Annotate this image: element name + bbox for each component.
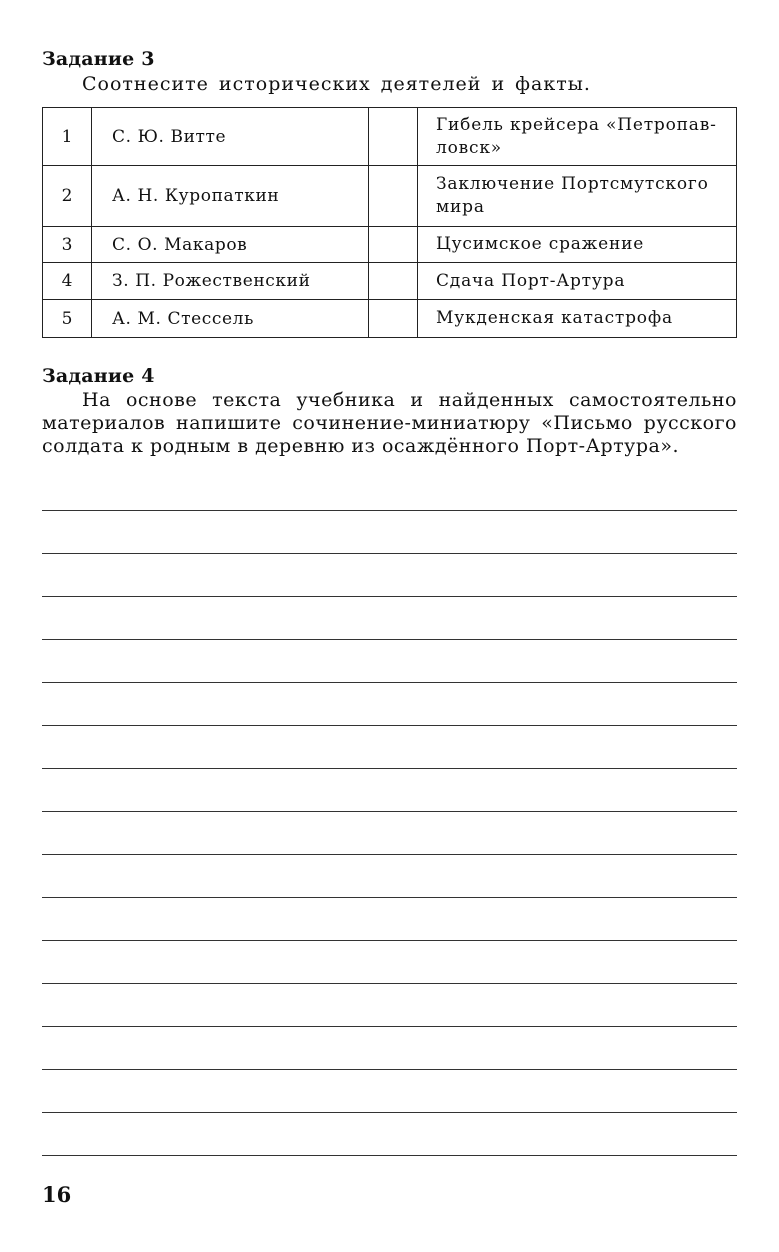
- answer-cell[interactable]: [369, 227, 418, 263]
- answer-cell[interactable]: [369, 108, 418, 166]
- task3-instruction: Соотнесите исторических деятелей и факты.: [82, 73, 591, 95]
- task4-title: Задание 4: [42, 365, 155, 387]
- row-number: 3: [43, 227, 92, 263]
- task4-instruction: [42, 389, 737, 458]
- answer-cell[interactable]: [369, 300, 418, 338]
- person-cell: А. М. Стессель: [92, 300, 369, 338]
- page-number: 16: [42, 1182, 72, 1207]
- writing-line[interactable]: [42, 1112, 737, 1113]
- fact-cell: Гибель крейсера «Петропав-ловск»: [418, 108, 737, 166]
- person-cell: С. О. Макаров: [92, 227, 369, 263]
- answer-cell[interactable]: [369, 166, 418, 227]
- writing-line[interactable]: [42, 725, 737, 726]
- task3-title: Задание 3: [42, 48, 155, 70]
- writing-line[interactable]: [42, 1155, 737, 1156]
- person-cell: С. Ю. Витте: [92, 108, 369, 166]
- writing-line[interactable]: [42, 553, 737, 554]
- table-row: [43, 263, 737, 300]
- writing-line[interactable]: [42, 596, 737, 597]
- writing-line[interactable]: [42, 1069, 737, 1070]
- row-number: 1: [43, 108, 92, 166]
- fact-cell: Мукденская катастрофа: [418, 300, 737, 338]
- matching-table: [42, 107, 737, 338]
- writing-line[interactable]: [42, 768, 737, 769]
- writing-line[interactable]: [42, 983, 737, 984]
- writing-line[interactable]: [42, 639, 737, 640]
- table-row: [43, 300, 737, 338]
- person-cell: З. П. Рожественский: [92, 263, 369, 300]
- fact-cell: Заключение Портсмутского мира: [418, 166, 737, 227]
- table-row: [43, 108, 737, 166]
- writing-line[interactable]: [42, 940, 737, 941]
- table-row: [43, 166, 737, 227]
- writing-line[interactable]: [42, 897, 737, 898]
- writing-line[interactable]: [42, 510, 737, 511]
- table-row: [43, 227, 737, 263]
- task4-instruction-text: На основе текста учебника и найденных самостоятельно материалов напишите сочинение-миниатюру «Письмо русского солдата к родным в деревню из осаждённого Порт-Артура».: [42, 389, 737, 457]
- person-cell: А. Н. Куропаткин: [92, 166, 369, 227]
- writing-line[interactable]: [42, 854, 737, 855]
- writing-line[interactable]: [42, 1026, 737, 1027]
- row-number: 2: [43, 166, 92, 227]
- writing-line[interactable]: [42, 811, 737, 812]
- row-number: 5: [43, 300, 92, 338]
- fact-cell: Сдача Порт-Артура: [418, 263, 737, 300]
- answer-cell[interactable]: [369, 263, 418, 300]
- row-number: 4: [43, 263, 92, 300]
- fact-cell: Цусимское сражение: [418, 227, 737, 263]
- writing-line[interactable]: [42, 682, 737, 683]
